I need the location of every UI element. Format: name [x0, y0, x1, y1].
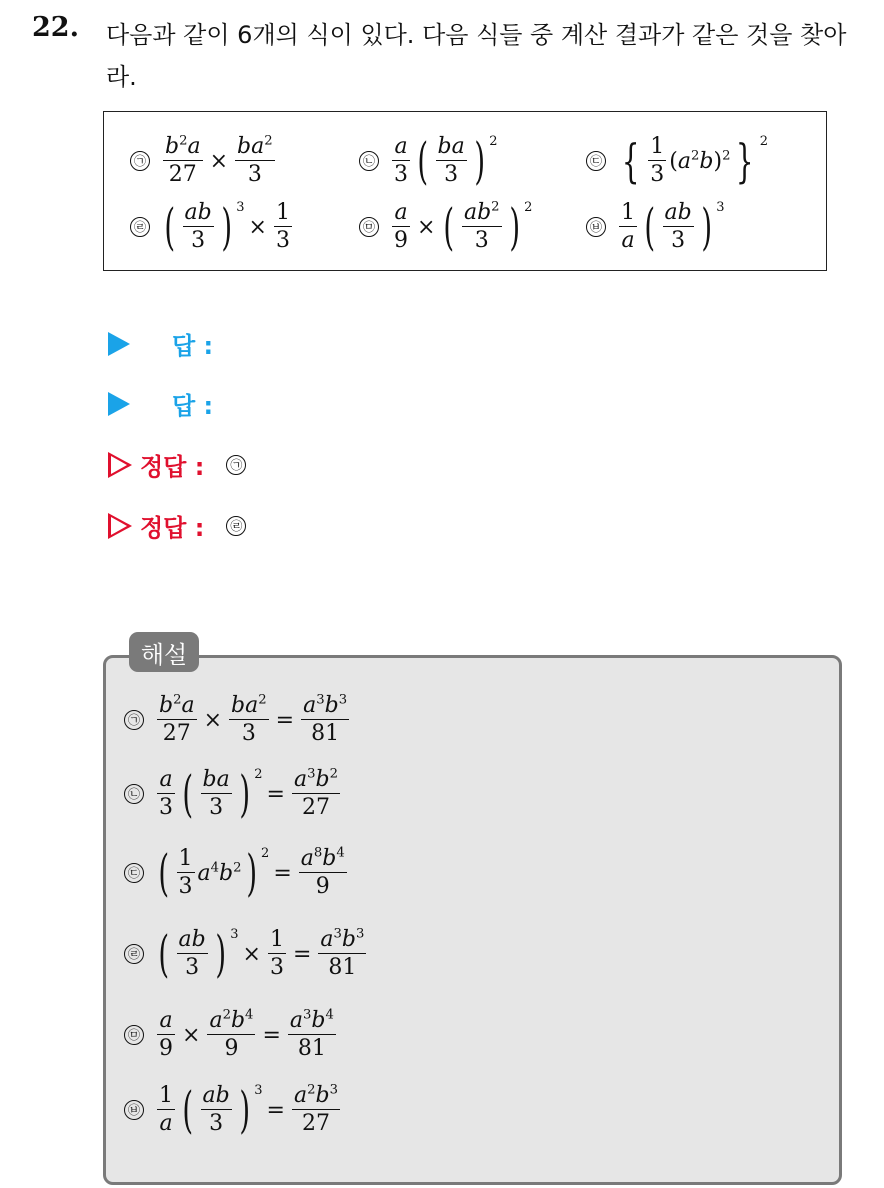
outline-arrow-icon [108, 513, 132, 539]
solution-tab: 해설 [129, 632, 199, 672]
expression-3: ㉢ { $\frac{1}{3}$ $(a^2b)^2$ } 2 [586, 134, 768, 189]
solution-line-6: ㉥ $\frac{1}{a}$ ( $\frac{ab}{3}$ ) 3 = $\frac{a^2b^3}{27}$ [124, 1083, 343, 1138]
expression-5: ㉤ $\frac{a}{9}$ × ( $\frac{ab^2}{3}$ ) 2 [359, 200, 532, 255]
symbol-6: ㉥ [124, 1100, 144, 1120]
question-number: 22. [32, 12, 79, 43]
answer-label: 답 : [172, 332, 214, 360]
expression-4: ㉣ ( $\frac{ab}{3}$ ) 3 × $\frac{1}{3}$ [130, 200, 295, 255]
outline-arrow-icon [108, 452, 132, 478]
solution-line-3: ㉢ ( $\frac{1}{3}$ $a^4b^2$ ) 2 = $\frac{a^8b^4}{9}$ [124, 846, 350, 901]
expression-1: ㉠ $\frac{b^2a}{27}$ × $\frac{ba^2}{3}$ [130, 134, 278, 189]
correct-symbol: ㉣ [226, 516, 246, 536]
symbol-3: ㉢ [124, 863, 144, 883]
answer-line-2[interactable] [108, 386, 213, 421]
solution-line-1: ㉠ $\frac{b^2a}{27}$ × $\frac{ba^2}{3}$ = $\frac{a^3b^3}{81}$ [124, 693, 352, 748]
answer-line-1[interactable] [108, 326, 213, 361]
correct-label: 정답 : [140, 453, 205, 481]
answer-label: 답 : [172, 392, 214, 420]
correct-answer-2 [108, 508, 246, 543]
expression-box [103, 111, 827, 271]
expression-6: ㉥ $\frac{1}{a}$ ( $\frac{ab}{3}$ ) 3 [586, 200, 725, 255]
symbol-1: ㉠ [130, 151, 150, 171]
symbol-5: ㉤ [359, 217, 379, 237]
expression-2: ㉡ $\frac{a}{3}$ ( $\frac{ba}{3}$ ) 2 [359, 134, 498, 189]
correct-symbol: ㉠ [226, 455, 246, 475]
solution-line-2: ㉡ $\frac{a}{3}$ ( $\frac{ba}{3}$ ) 2 = $\frac{a^3b^2}{27}$ [124, 767, 343, 822]
symbol-4: ㉣ [130, 217, 150, 237]
symbol-1: ㉠ [124, 710, 144, 730]
solution-line-4: ㉣ ( $\frac{ab}{3}$ ) 3 × $\frac{1}{3}$ = $\frac{a^3b^3}{81}$ [124, 927, 369, 982]
question-text: 다음과 같이 6개의 식이 있다. 다음 식들 중 계산 결과가 같은 것을 찾아라. [106, 21, 847, 91]
symbol-4: ㉣ [124, 944, 144, 964]
correct-label: 정답 : [140, 514, 205, 542]
symbol-3: ㉢ [586, 151, 606, 171]
play-arrow-icon [108, 332, 130, 356]
solution-line-5: ㉤ $\frac{a}{9}$ × $\frac{a^2b^4}{9}$ = $\frac{a^3b^4}{81}$ [124, 1008, 339, 1063]
symbol-2: ㉡ [124, 784, 144, 804]
symbol-2: ㉡ [359, 151, 379, 171]
play-arrow-icon [108, 392, 130, 416]
symbol-6: ㉥ [586, 217, 606, 237]
symbol-5: ㉤ [124, 1025, 144, 1045]
correct-answer-1 [108, 447, 246, 482]
